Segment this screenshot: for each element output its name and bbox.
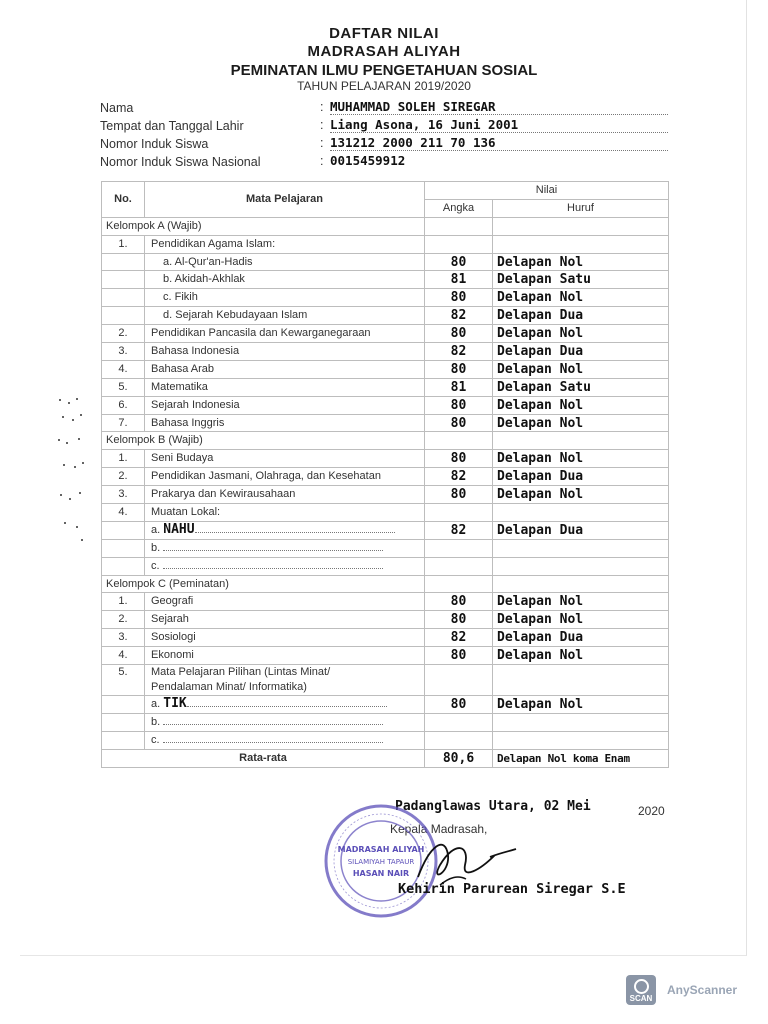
- grade-words: Delapan Nol: [493, 289, 669, 307]
- name-value: MUHAMMAD SOLEH SIREGAR: [330, 100, 668, 115]
- row-no: 4.: [102, 504, 145, 522]
- grade-words: Delapan Dua: [493, 307, 669, 325]
- subject-name-line1: Mata Pelajaran Pilihan (Lintas Minat/: [151, 666, 331, 679]
- subject-name: Pendidikan Agama Islam:: [145, 235, 425, 253]
- average-row: [102, 749, 669, 767]
- group-c-label: Kelompok C (Peminatan): [102, 575, 425, 593]
- col-header-nilai: Nilai: [425, 182, 669, 200]
- subject-name: Pendidikan Pancasila dan Kewarganegaraan: [145, 325, 425, 343]
- col-header-no: No.: [102, 182, 145, 218]
- nisn-colon: :: [320, 154, 324, 168]
- item-letter: a.: [151, 524, 161, 537]
- average-words: Delapan Nol koma Enam: [493, 749, 669, 767]
- dotted-line: [163, 732, 383, 743]
- table-row: [102, 289, 669, 307]
- grade-words: Delapan Nol: [493, 486, 669, 504]
- nis-label: Nomor Induk Siswa: [100, 137, 209, 151]
- col-header-huruf: Huruf: [493, 199, 669, 217]
- subject-name: Seni Budaya: [145, 450, 425, 468]
- grade-number: 82: [425, 468, 493, 486]
- nis-colon: :: [320, 136, 324, 150]
- table-row: [102, 414, 669, 432]
- item-letter: b.: [151, 716, 161, 729]
- table-row: [102, 235, 669, 253]
- average-number: 80,6: [425, 749, 493, 767]
- place-date: Padanglawas Utara, 02 Mei: [395, 799, 591, 814]
- birth-colon: :: [320, 118, 324, 132]
- group-a-label: Kelompok A (Wajib): [102, 217, 425, 235]
- table-row: [102, 360, 669, 378]
- grade-number: 80: [425, 696, 493, 714]
- grade-number: 80: [425, 289, 493, 307]
- row-no: 1.: [102, 593, 145, 611]
- table-row: [102, 611, 669, 629]
- subject-name: Muatan Lokal:: [145, 504, 425, 522]
- birth-value: Liang Asona, 16 Juni 2001: [330, 118, 668, 133]
- grade-number: 82: [425, 521, 493, 539]
- table-row: [102, 696, 669, 714]
- row-no: 3.: [102, 486, 145, 504]
- table-row: [102, 450, 669, 468]
- scanner-icon: SCAN: [626, 975, 656, 1005]
- table-row: [102, 629, 669, 647]
- scan-specks: [55, 395, 87, 545]
- headmaster-title: Kepala Madrasah,: [390, 822, 488, 836]
- dotted-line: [195, 522, 395, 533]
- grade-number: 80: [425, 325, 493, 343]
- subject-name: Sejarah Indonesia: [145, 396, 425, 414]
- grade-words: Delapan Nol: [493, 647, 669, 665]
- grade-number: 80: [425, 611, 493, 629]
- item-letter: c.: [151, 734, 160, 747]
- table-row: [102, 396, 669, 414]
- stamp-line3: HASAN NAIR: [352, 869, 410, 878]
- grade-words: Delapan Dua: [493, 521, 669, 539]
- table-row: [102, 504, 669, 522]
- item-letter: a.: [151, 698, 161, 711]
- grade-number: 80: [425, 647, 493, 665]
- grade-number: 80: [425, 396, 493, 414]
- average-label: Rata-rata: [102, 749, 425, 767]
- table-row: [102, 713, 669, 731]
- subject-name-line2: Pendalaman Minat/ Informatika): [151, 681, 307, 694]
- subject-name: b. Akidah-Akhlak: [145, 271, 425, 289]
- table-row: [102, 253, 669, 271]
- grade-number: 81: [425, 271, 493, 289]
- grade-words: Delapan Nol: [493, 360, 669, 378]
- grade-number: 80: [425, 414, 493, 432]
- sign-year: 2020: [638, 804, 665, 818]
- grade-words: Delapan Nol: [493, 450, 669, 468]
- table-row: [102, 557, 669, 575]
- nisn-label: Nomor Induk Siswa Nasional: [100, 155, 261, 169]
- subject-name: Prakarya dan Kewirausahaan: [145, 486, 425, 504]
- table-row: [102, 271, 669, 289]
- row-no: 2.: [102, 325, 145, 343]
- grade-words: Delapan Dua: [493, 343, 669, 361]
- group-row: [102, 575, 669, 593]
- row-no: 5.: [102, 378, 145, 396]
- item-letter: c.: [151, 560, 160, 573]
- school-name: MADRASAH ALIYAH: [307, 43, 461, 60]
- table-row: [102, 665, 669, 696]
- col-header-subject: Mata Pelajaran: [145, 182, 425, 218]
- row-no: 1.: [102, 450, 145, 468]
- grade-words: Delapan Nol: [493, 396, 669, 414]
- grade-number: 80: [425, 593, 493, 611]
- dotted-line: [163, 558, 383, 569]
- grade-number: 80: [425, 360, 493, 378]
- table-row: [102, 468, 669, 486]
- table-row: [102, 539, 669, 557]
- grade-words: Delapan Dua: [493, 629, 669, 647]
- grade-number: 82: [425, 629, 493, 647]
- stamp-line2: SILAMIYAH TAPAUR: [347, 858, 415, 866]
- group-row: [102, 432, 669, 450]
- grade-number: 82: [425, 307, 493, 325]
- grade-number: 80: [425, 253, 493, 271]
- subject-name: Bahasa Indonesia: [145, 343, 425, 361]
- grade-words: Delapan Nol: [493, 696, 669, 714]
- grade-words: Delapan Nol: [493, 253, 669, 271]
- col-header-angka: Angka: [425, 199, 493, 217]
- grade-number: 81: [425, 378, 493, 396]
- table-row: [102, 307, 669, 325]
- table-row: [102, 593, 669, 611]
- table-row: [102, 486, 669, 504]
- subject-name: Ekonomi: [145, 647, 425, 665]
- program-name: PEMINATAN ILMU PENGETAHUAN SOSIAL: [230, 62, 538, 79]
- grade-number: 80: [425, 450, 493, 468]
- table-row: [102, 731, 669, 749]
- nisn-value: 0015459912: [330, 154, 406, 168]
- grade-number: 82: [425, 343, 493, 361]
- academic-year: TAHUN PELAJARAN 2019/2020: [297, 79, 471, 93]
- subject-name: Geografi: [145, 593, 425, 611]
- subject-name: Matematika: [145, 378, 425, 396]
- subject-name: Sosiologi: [145, 629, 425, 647]
- table-row: [102, 521, 669, 539]
- group-row: [102, 217, 669, 235]
- row-no: 5.: [102, 665, 145, 696]
- subject-name: Sejarah: [145, 611, 425, 629]
- table-row: [102, 325, 669, 343]
- stamp-line1: MADRASAH ALIYAH: [337, 845, 425, 854]
- birth-label: Tempat dan Tanggal Lahir: [100, 119, 244, 133]
- grade-words: Delapan Dua: [493, 468, 669, 486]
- grade-number: 80: [425, 486, 493, 504]
- item-letter: b.: [151, 542, 161, 555]
- row-no: 4.: [102, 647, 145, 665]
- grade-words: Delapan Nol: [493, 414, 669, 432]
- table-row: [102, 343, 669, 361]
- grade-words: Delapan Nol: [493, 325, 669, 343]
- dotted-line: [163, 540, 383, 551]
- subject-name: Bahasa Arab: [145, 360, 425, 378]
- grade-words: Delapan Nol: [493, 611, 669, 629]
- headmaster-name: Kehirin Parurean Siregar S.E: [398, 881, 626, 897]
- row-no: 2.: [102, 468, 145, 486]
- subject-name: d. Sejarah Kebudayaan Islam: [145, 307, 425, 325]
- row-no: 7.: [102, 414, 145, 432]
- row-no: 4.: [102, 360, 145, 378]
- row-no: 1.: [102, 235, 145, 253]
- grade-words: Delapan Nol: [493, 593, 669, 611]
- scanner-app-name: AnyScanner: [667, 983, 738, 997]
- nis-value: 131212 2000 211 70 136: [330, 136, 668, 151]
- name-colon: :: [320, 100, 324, 114]
- row-no: 3.: [102, 343, 145, 361]
- table-row: [102, 647, 669, 665]
- table-row: [102, 378, 669, 396]
- choice-subject-name: TIK: [163, 696, 187, 712]
- grade-words: Delapan Satu: [493, 378, 669, 396]
- row-no: 3.: [102, 629, 145, 647]
- local-subject-name: NAHU: [163, 522, 195, 538]
- name-label: Nama: [100, 101, 134, 115]
- grades-table: [101, 181, 669, 768]
- subject-name: c. Fikih: [145, 289, 425, 307]
- group-b-label: Kelompok B (Wajib): [102, 432, 425, 450]
- row-no: 6.: [102, 396, 145, 414]
- doc-title: DAFTAR NILAI: [329, 25, 439, 42]
- row-no: 2.: [102, 611, 145, 629]
- subject-name: Bahasa Inggris: [145, 414, 425, 432]
- dotted-line: [187, 696, 387, 707]
- subject-name: a. Al-Qur'an-Hadis: [145, 253, 425, 271]
- grade-words: Delapan Satu: [493, 271, 669, 289]
- subject-name: Pendidikan Jasmani, Olahraga, dan Kesehatan: [145, 468, 425, 486]
- dotted-line: [163, 714, 383, 725]
